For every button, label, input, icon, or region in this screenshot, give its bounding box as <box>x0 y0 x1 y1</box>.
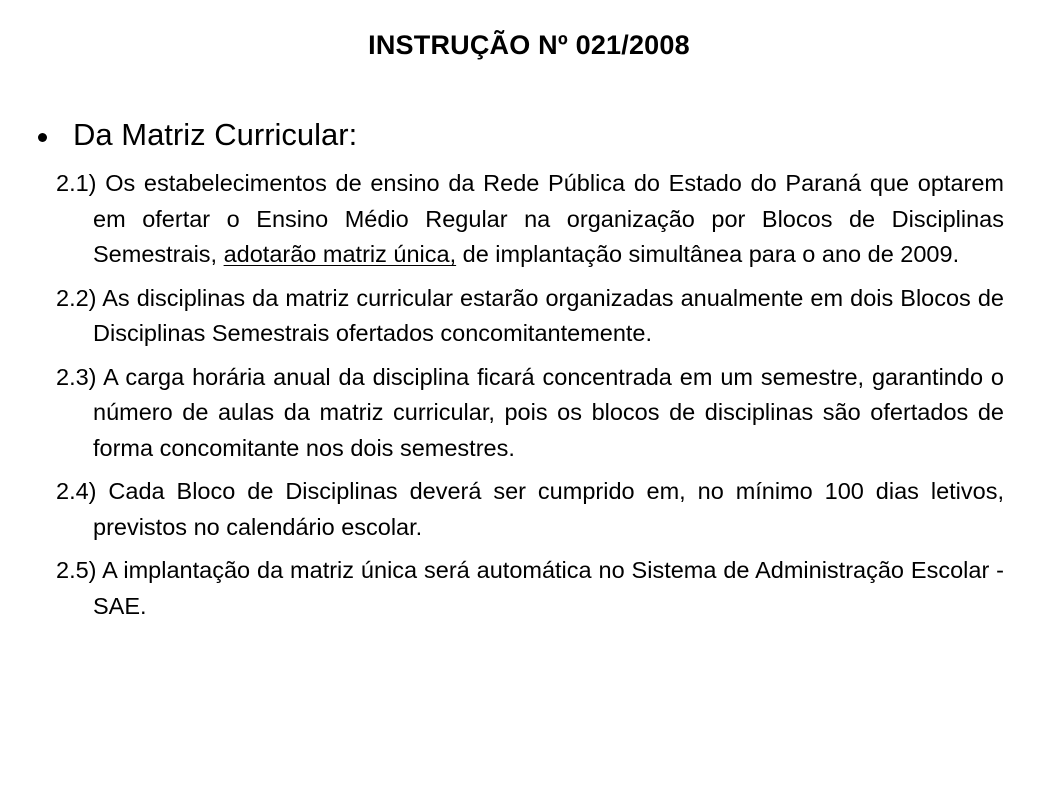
document-title: INSTRUÇÃO Nº 021/2008 <box>368 30 690 60</box>
instruction-item-2-1-text: 2.1) Os estabelecimentos de ensino da Rede Pública do Estado do Paraná que optarem em ofertar o Ensino Médio Regular na organização por Blocos de Disciplinas Semestrais, <box>56 170 1004 267</box>
underlined-phrase: adotarão matriz única, <box>223 241 457 267</box>
instruction-item-2-4: 2.4) Cada Bloco de Disciplinas deverá ser cumprido em, no mínimo 100 dias letivos, previstos no calendário escolar. <box>56 478 1004 540</box>
instruction-item-2-1-tail: de implantação simultânea para o ano de 2009. <box>456 241 960 267</box>
instruction-list <box>56 166 1004 632</box>
section-heading <box>38 117 357 153</box>
instruction-item-2-5: 2.5) A implantação da matriz única será automática no Sistema de Administração Escolar - SAE. <box>56 557 1004 619</box>
section-heading-text: Da Matriz Curricular: <box>73 117 358 152</box>
instruction-item-2-1 <box>56 166 1004 273</box>
instruction-item-2-3: 2.3) A carga horária anual da disciplina ficará concentrada em um semestre, garantindo o número de aulas da matriz curricular, pois os blocos de disciplinas são ofertados de forma concomitante nos dois semestres. <box>56 363 1004 461</box>
bullet-icon <box>38 133 47 142</box>
instruction-item-2-2: 2.2) As disciplinas da matriz curricular estarão organizadas anualmente em dois Blocos de Disciplinas Semestrais ofertados concomitantemente. <box>56 284 1004 346</box>
